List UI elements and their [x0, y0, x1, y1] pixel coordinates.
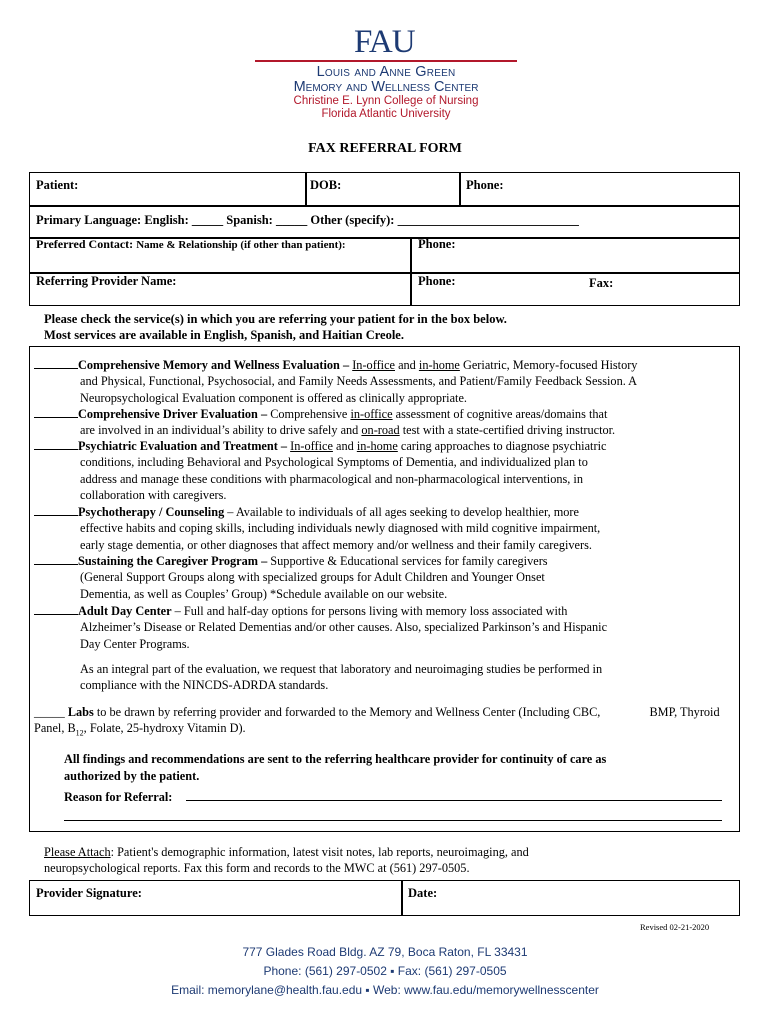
attach-text: : Patient's demographic information, latest visit notes, lab reports, neuroimaging, and	[110, 845, 529, 859]
integral-paragraph	[80, 661, 720, 694]
attach-line	[44, 844, 734, 860]
footer-address: 777 Glades Road Bldg. AZ 79, Boca Raton, FL 33431	[242, 945, 528, 959]
findings-line: All findings and recommendations are sent to the referring healthcare provider for continuity of care as	[64, 752, 607, 766]
labs-item	[34, 704, 724, 742]
service-text: assessment of cognitive areas/domains that	[392, 407, 608, 421]
fau-logo: FAU	[354, 24, 415, 60]
attach-instructions	[44, 844, 734, 877]
intro-line1: Please check the service(s) in which you are referring your patient for in the box below.	[44, 312, 507, 326]
service-text: Comprehensive	[267, 407, 351, 421]
patient-phone-field[interactable]: Phone:	[466, 178, 504, 192]
reason-for-referral-field[interactable]	[186, 800, 722, 801]
service-text: on-road	[361, 423, 400, 438]
reason-for-referral-field-line2[interactable]	[64, 820, 722, 821]
service-text: collaboration with caregivers.	[80, 487, 227, 502]
signature-table	[29, 880, 740, 916]
service-text: in-office	[350, 407, 393, 421]
paragraph-line: compliance with the NINCDS-ADRDA standards.	[80, 678, 329, 693]
service-text: (General Support Groups along with specialized groups for Adult Children and Younger Onset	[80, 570, 545, 585]
service-title: Psychiatric Evaluation and Treatment –	[78, 439, 288, 453]
checkbox-blank[interactable]	[34, 405, 78, 418]
checkbox-blank[interactable]	[34, 437, 78, 450]
service-memory-evaluation	[34, 356, 724, 406]
university-name: Florida Atlantic University	[321, 108, 451, 120]
college-name: Christine E. Lynn College of Nursing	[293, 95, 479, 107]
primary-language-field[interactable]: Primary Language: English: _____ Spanish: _____ Other (specify): _____________________________	[36, 213, 579, 227]
service-text: in-home	[356, 439, 398, 453]
date-field[interactable]: Date:	[408, 886, 438, 900]
service-text: test with a state-certified driving instructor.	[399, 423, 616, 438]
labs-text: BMP, Thyroid Panel, B	[34, 705, 720, 736]
intro-line2: Most services are available in English, Spanish, and Haitian Creole.	[44, 328, 404, 342]
service-text: address and manage these conditions with pharmacological and non-pharmacological interventions, in	[80, 471, 583, 486]
referring-provider-field[interactable]: Referring Provider Name:	[36, 274, 177, 288]
service-text: and	[395, 358, 419, 372]
service-psychiatric-evaluation	[34, 437, 724, 503]
revision-date: Revised 02-21-2020	[640, 922, 710, 932]
labs-title: Labs	[67, 705, 94, 719]
service-text: are involved in an individual’s ability to drive safely and	[80, 423, 362, 438]
service-title: Psychotherapy / Counseling	[78, 505, 225, 519]
service-text: Neuropsychological Evaluation component is offered as clinically appropriate.	[80, 390, 467, 405]
table-divider	[30, 205, 739, 207]
checkbox-blank[interactable]	[34, 503, 78, 516]
service-text: Day Center Programs.	[80, 636, 190, 651]
checkbox-blank[interactable]	[34, 602, 78, 615]
preferred-contact-label: Preferred Contact:	[36, 237, 134, 251]
footer-phone: Phone: (561) 297-0502 ▪ Fax: (561) 297-0505	[263, 964, 507, 978]
service-text: In-office	[352, 358, 395, 372]
paragraph-line: As an integral part of the evaluation, we request that laboratory and neuroimaging studies be performed in	[80, 662, 603, 676]
contact-phone-field[interactable]: Phone:	[418, 237, 456, 251]
service-psychotherapy	[34, 503, 724, 553]
service-text: and Physical, Functional, Psychosocial, and Family Needs Assessments, and Patient/Family Feedback Session. A	[80, 374, 638, 389]
footer-contact	[0, 943, 770, 1000]
labs-checkbox-blank[interactable]: _____	[34, 705, 65, 719]
center-name-line1: Louis and Anne Green	[316, 64, 456, 80]
service-text: Alzheimer’s Disease or Related Dementias and/or other causes. Also, specialized Parkinson’s and Hispanic	[80, 620, 608, 635]
checkbox-blank[interactable]	[34, 356, 78, 369]
attach-label: Please Attach	[44, 845, 111, 859]
dob-field[interactable]: DOB:	[310, 178, 342, 192]
patient-field[interactable]: Patient:	[36, 178, 79, 192]
findings-line: authorized by the patient.	[64, 769, 200, 783]
service-text: effective habits and coping skills, including individuals newly diagnosed with mild cognitive impairment,	[80, 521, 601, 536]
table-col-divider	[410, 237, 412, 305]
service-text: Geriatric, Memory-focused History	[459, 358, 638, 372]
service-text: in-home	[418, 358, 460, 372]
patient-info-table	[29, 172, 740, 306]
service-text: caring approaches to diagnose psychiatric	[397, 439, 607, 453]
labs-subscript: 12	[75, 728, 84, 738]
service-title: Adult Day Center	[78, 604, 172, 618]
provider-fax-field[interactable]: Fax:	[589, 276, 614, 290]
table-col-divider	[459, 173, 461, 205]
service-text: Supportive & Educational services for family caregivers	[267, 554, 548, 568]
service-title: Comprehensive Memory and Wellness Evaluation –	[78, 358, 350, 372]
provider-phone-field[interactable]: Phone:	[418, 274, 456, 288]
service-driver-evaluation	[34, 405, 724, 439]
footer-email-web: Email: memorylane@health.fau.edu ▪ Web: www.fau.edu/memorywellnesscenter	[171, 983, 599, 997]
service-text: In-office	[290, 439, 333, 453]
center-name-line2: Memory and Wellness Center	[293, 79, 479, 95]
service-title: Sustaining the Caregiver Program –	[78, 554, 268, 568]
preferred-contact-field[interactable]	[36, 237, 346, 252]
preferred-contact-detail: Name & Relationship (if other than patient):	[136, 239, 346, 251]
service-text: conditions, including Behavioral and Psychological Symptoms of Dementia, and individualized plan to	[80, 455, 588, 470]
services-intro	[44, 311, 507, 343]
service-text: and	[332, 439, 357, 453]
service-caregiver-program	[34, 552, 724, 602]
labs-text: , Folate, 25-hydroxy Vitamin D).	[83, 721, 246, 736]
service-title: Comprehensive Driver Evaluation –	[78, 407, 268, 421]
service-adult-day-center	[34, 602, 724, 652]
reason-for-referral-label: Reason for Referral:	[64, 790, 173, 804]
form-title: FAX REFERRAL FORM	[308, 141, 462, 156]
logo-divider	[255, 60, 517, 62]
service-text: Dementia, as well as Couples’ Group) *Schedule available on our website.	[80, 586, 448, 601]
table-col-divider	[401, 881, 403, 915]
checkbox-blank[interactable]	[34, 552, 78, 565]
attach-text: neuropsychological reports. Fax this form and records to the MWC at (561) 297-0505.	[44, 861, 470, 876]
service-text: – Full and half-day options for persons living with memory loss associated with	[171, 604, 568, 618]
service-text: – Available to individuals of all ages seeking to develop healthier, more	[224, 505, 579, 519]
labs-text: to be drawn by referring provider and forwarded to the Memory and Wellness Center (Including CBC,	[93, 705, 601, 719]
table-col-divider	[305, 173, 307, 205]
findings-statement	[64, 751, 724, 806]
service-text: early stage dementia, or other diagnoses that affect memory and/or wellness and their family caregivers.	[80, 537, 592, 552]
provider-signature-field[interactable]: Provider Signature:	[36, 886, 142, 900]
